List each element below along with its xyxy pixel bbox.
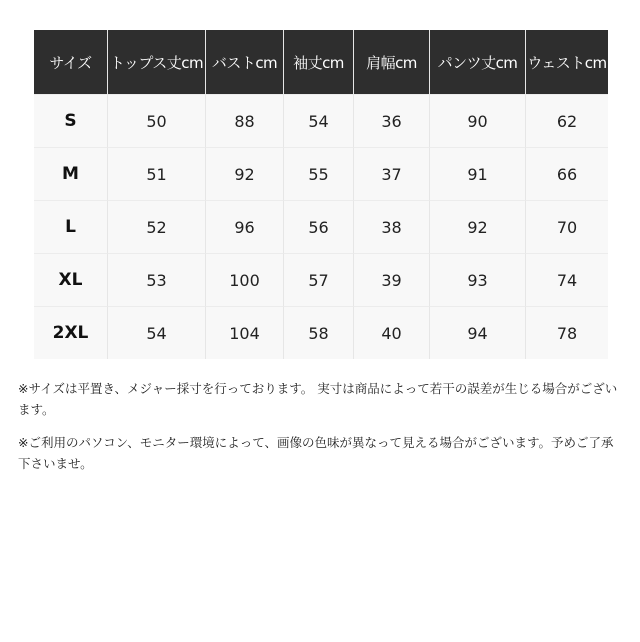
table-cell: 78 xyxy=(526,306,608,359)
header-tops-length: トップス丈cm xyxy=(108,30,206,94)
table-row xyxy=(34,306,608,359)
table-header-row xyxy=(34,30,608,94)
table-cell: 93 xyxy=(430,253,526,306)
table-cell: 55 xyxy=(284,147,354,200)
header-shoulder-width: 肩幅cm xyxy=(354,30,430,94)
size-chart-table xyxy=(34,30,608,359)
size-label: 2XL xyxy=(34,306,108,359)
table-cell: 94 xyxy=(430,306,526,359)
table-cell: 51 xyxy=(108,147,206,200)
table-cell: 91 xyxy=(430,147,526,200)
header-pants-length: パンツ丈cm xyxy=(430,30,526,94)
table-cell: 90 xyxy=(430,94,526,147)
table-cell: 66 xyxy=(526,147,608,200)
table-cell: 53 xyxy=(108,253,206,306)
table-cell: 104 xyxy=(206,306,284,359)
table-cell: 88 xyxy=(206,94,284,147)
size-label: XL xyxy=(34,253,108,306)
table-cell: 58 xyxy=(284,306,354,359)
table-cell: 56 xyxy=(284,200,354,253)
table-cell: 70 xyxy=(526,200,608,253)
notes-section xyxy=(18,378,622,486)
size-label: L xyxy=(34,200,108,253)
table-row xyxy=(34,253,608,306)
table-cell: 92 xyxy=(206,147,284,200)
table-cell: 57 xyxy=(284,253,354,306)
table-cell: 36 xyxy=(354,94,430,147)
table-cell: 50 xyxy=(108,94,206,147)
header-waist: ウェストcm xyxy=(526,30,608,94)
table-cell: 62 xyxy=(526,94,608,147)
table-cell: 39 xyxy=(354,253,430,306)
table-cell: 54 xyxy=(284,94,354,147)
table-cell: 100 xyxy=(206,253,284,306)
table-cell: 92 xyxy=(430,200,526,253)
table-row xyxy=(34,200,608,253)
table-row xyxy=(34,147,608,200)
table-row xyxy=(34,94,608,147)
table-cell: 40 xyxy=(354,306,430,359)
header-sleeve-length: 袖丈cm xyxy=(284,30,354,94)
header-bust: バストcm xyxy=(206,30,284,94)
table-cell: 96 xyxy=(206,200,284,253)
color-note: ※ご利用のパソコン、モニター環境によって、画像の色味が異なって見える場合がございます。予めご了承下さいませ。 xyxy=(18,435,614,471)
header-size: サイズ xyxy=(34,30,108,94)
size-label: M xyxy=(34,147,108,200)
table-cell: 52 xyxy=(108,200,206,253)
table-cell: 54 xyxy=(108,306,206,359)
size-label: S xyxy=(34,94,108,147)
measurement-note: ※サイズは平置き、メジャー採寸を行っております。 実寸は商品によって若干の誤差が生じる場合がございます。 xyxy=(18,381,618,417)
table-cell: 37 xyxy=(354,147,430,200)
table-cell: 74 xyxy=(526,253,608,306)
table-cell: 38 xyxy=(354,200,430,253)
